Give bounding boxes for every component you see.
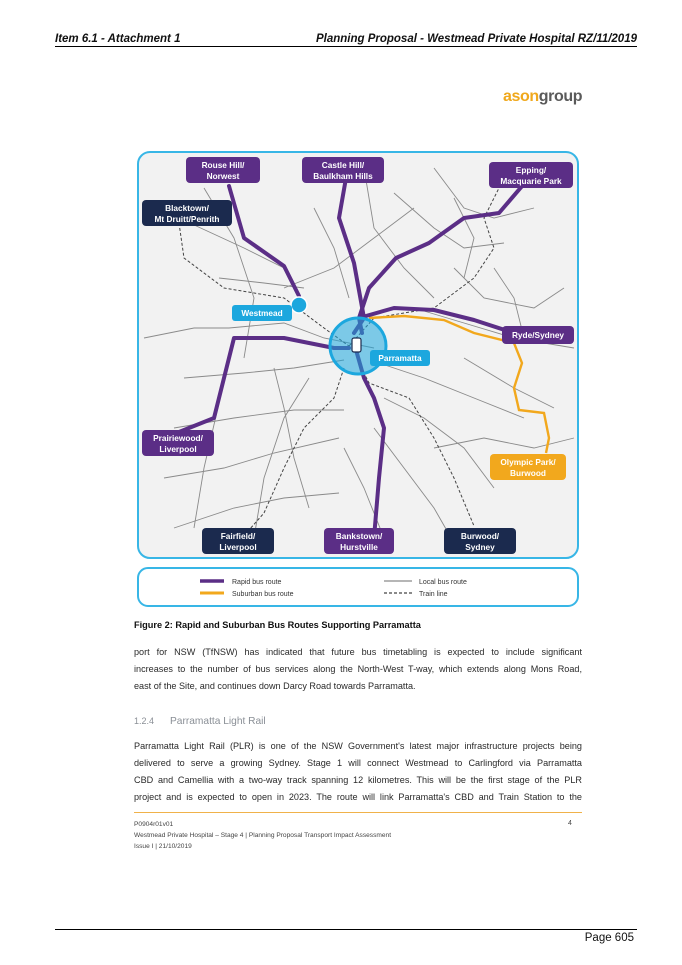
tag-prairiewood (142, 430, 214, 456)
svg-text:Rouse Hill/: Rouse Hill/ (201, 160, 245, 170)
header-left: Item 6.1 - Attachment 1 (55, 33, 181, 45)
svg-text:Blacktown/: Blacktown/ (165, 203, 209, 213)
paragraph-line: port for NSW (TfNSW) has indicated that future bus timetabling is expected to include significant (134, 647, 582, 657)
svg-text:Macquarie Park: Macquarie Park (500, 176, 562, 186)
header-right: Planning Proposal - Westmead Private Hospital RZ/11/2019 (315, 33, 637, 45)
svg-text:Bankstown/: Bankstown/ (335, 531, 383, 541)
footer-page-number: 4 (568, 820, 572, 827)
svg-text:Hurstville: Hurstville (340, 542, 378, 552)
svg-text:Castle Hill/: Castle Hill/ (321, 160, 365, 170)
paragraph-line: Parramatta Light Rail (PLR) is one of the NSW Government's latest major infrastructure projects being (134, 741, 582, 751)
tag-blacktown (142, 200, 232, 226)
svg-text:Train line: Train line (419, 591, 448, 598)
paragraph-line: increases to the number of bus services along the North-West T-way, which extends along Mons Road, (134, 664, 582, 674)
parramatta-station-marker (352, 338, 361, 352)
tag-olympic-park (490, 454, 566, 480)
svg-text:Epping/: Epping/ (515, 165, 547, 175)
footer-title: Westmead Private Hospital – Stage 4 | Planning Proposal Transport Impact Assessment (134, 832, 392, 839)
footer-issue: Issue I | 21/10/2019 (134, 843, 192, 850)
svg-text:Norwest: Norwest (206, 171, 240, 181)
tag-ryde (502, 326, 574, 344)
svg-text:Liverpool: Liverpool (219, 542, 257, 552)
section-heading: 1.2.4 Parramatta Light Rail (134, 716, 266, 727)
svg-text:Suburban bus route: Suburban bus route (232, 591, 294, 598)
legend-frame (138, 568, 578, 606)
svg-text:Prairiewood/: Prairiewood/ (153, 433, 203, 443)
paragraph-light-rail (134, 738, 582, 806)
tag-epping (489, 162, 573, 188)
svg-text:Burwood/: Burwood/ (460, 531, 500, 541)
svg-text:Mt Druitt/Penrith: Mt Druitt/Penrith (154, 214, 220, 224)
paragraph-line: east of the Site, and continues down Darcy Road towards Parramatta. (134, 681, 416, 691)
svg-text:Olympic Park/: Olympic Park/ (500, 457, 556, 467)
tag-burwood-sydney (444, 528, 516, 554)
header-rule (55, 46, 637, 47)
svg-text:Liverpool: Liverpool (159, 444, 197, 454)
svg-text:Fairfield/: Fairfield/ (220, 531, 256, 541)
report-footer-rule (134, 812, 582, 813)
svg-text:Sydney: Sydney (465, 542, 495, 552)
page-footer-number: Page 605 (584, 932, 634, 944)
figure-caption: Figure 2: Rapid and Suburban Bus Routes Supporting Parramatta (134, 620, 421, 630)
tag-castle-hill (302, 157, 384, 183)
paragraph-line: CBD and Camellia with a two-way track spanning 12 kilometres. This will be the first stage of the PLR (134, 775, 582, 785)
svg-text:Westmead: Westmead (241, 308, 283, 318)
paragraph-line: project and is expected to open in 2023. The route will link Parramatta's CBD and Train Station to the (134, 792, 582, 802)
svg-text:Burwood: Burwood (510, 468, 546, 478)
tag-fairfield (202, 528, 274, 554)
svg-text:Local bus route: Local bus route (419, 579, 467, 586)
tag-rouse-hill (186, 157, 260, 183)
bus-route-map (134, 148, 584, 610)
svg-text:Parramatta: Parramatta (378, 353, 422, 363)
tag-parramatta (370, 350, 430, 366)
page-footer-rule (55, 929, 637, 930)
paragraph-bus-timetabling (134, 644, 582, 695)
svg-text:Rapid bus route: Rapid bus route (232, 579, 282, 586)
tag-westmead (232, 305, 292, 321)
svg-text:Ryde/Sydney: Ryde/Sydney (511, 330, 565, 340)
tag-bankstown (324, 528, 394, 554)
svg-text:Baulkham Hills: Baulkham Hills (313, 171, 373, 181)
footer-ref: P0904r01v01 (134, 821, 174, 828)
ason-group-logo: asongroup (503, 88, 583, 105)
westmead-station-marker (291, 297, 307, 313)
paragraph-line: delivered to serve a growing Sydney. Stage 1 will connect Westmead to Carlingford via Parramatta (134, 758, 582, 768)
